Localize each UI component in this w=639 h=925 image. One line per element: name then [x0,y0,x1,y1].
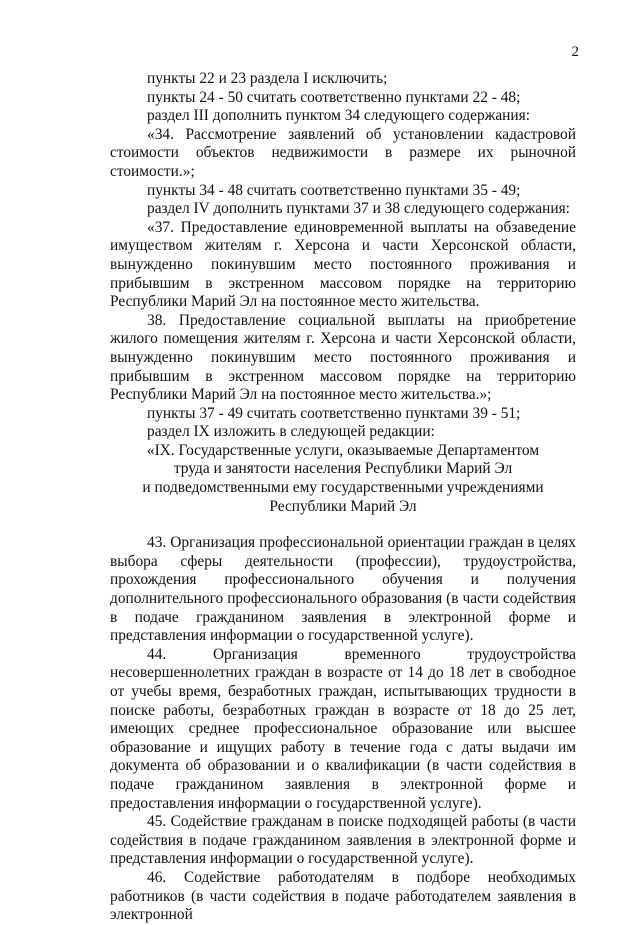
document-body [110,70,576,925]
paragraph: раздел III дополнить пунктом 34 следующего содержания: [147,107,530,125]
paragraph: 45. Содействие гражданам в поиске подходящей работы (в части содействия в подаче гражданином заявления в электронной форме и представления информации о государственной услуге). [110,813,576,868]
paragraph: раздел IV дополнить пунктами 37 и 38 следующего содержания: [147,200,570,218]
paragraph: 38. Предоставление социальной выплаты на приобретение жилого помещения жителям г. Херсона и части Херсонской области, вынужденно покинувшим место постоянного проживания и прибывшим в экстренном массовом порядке на территорию Республики Марий Эл на постоянное место жительства.»; [110,311,576,404]
section-heading-line: «IX. Государственные услуги, оказываемые Департаментом [146,441,540,459]
paragraph: пункты 34 - 48 считать соответственно пунктами 35 - 49; [147,181,521,199]
paragraph: пункты 24 - 50 считать соответственно пунктами 22 - 48; [147,88,521,106]
section-heading-line: Республики Марий Эл [269,497,417,515]
section-heading-line: труда и занятости населения Республики Марий Эл [173,460,513,478]
paragraph: «37. Предоставление единовременной выплаты на обзаведение имуществом жителям г. Херсона и части Херсонской области, вынужденно покинувшим место постоянного проживания и прибывшим в экстренном массовом порядке на территорию Республики Марий Эл на постоянное место жительства. [110,218,576,311]
paragraph: 43. Организация профессиональной ориентации граждан в целях выбора сферы деятельности (профессии), трудоустройства, прохождения профессионального обучения и получения дополнительного профессионального образования (в части содействия в подаче гражданином заявления в электронной форме и представления информации о государственной услуге). [110,534,576,645]
page-number: 2 [571,44,579,60]
paragraph: 46. Содействие работодателям в подборе необходимых работников (в части содействия в подаче работодателем заявления в электронной [110,868,576,924]
paragraph: пункты 37 - 49 считать соответственно пунктами 39 - 51; [147,404,521,422]
paragraph: 44. Организация временного трудоустройства несовершеннолетних граждан в возрасте от 14 до 18 лет в свободное от учебы время, безработных граждан, испытывающих трудности в поиске работы, безработных граждан в возрасте от 18 до 25 лет, имеющих среднее профессиональное образование или высшее образование и ищущих работу в течение года с даты выдачи им документа об образовании и о квалификации (в части содействия в подаче гражданином заявления в электронной форме и предоставления информации о государственной услуге). [110,645,576,812]
section-heading-line: и подведомственными ему государственными учреждениями [142,479,544,497]
paragraph: «34. Рассмотрение заявлений об установлении кадастровой стоимости объектов недвижимости в размере их рыночной стоимости.»; [110,125,576,180]
paragraph: раздел IX изложить в следующей редакции: [147,423,435,441]
paragraph: пункты 22 и 23 раздела I исключить; [147,70,388,87]
section-heading [110,442,576,516]
spacer [110,516,576,534]
